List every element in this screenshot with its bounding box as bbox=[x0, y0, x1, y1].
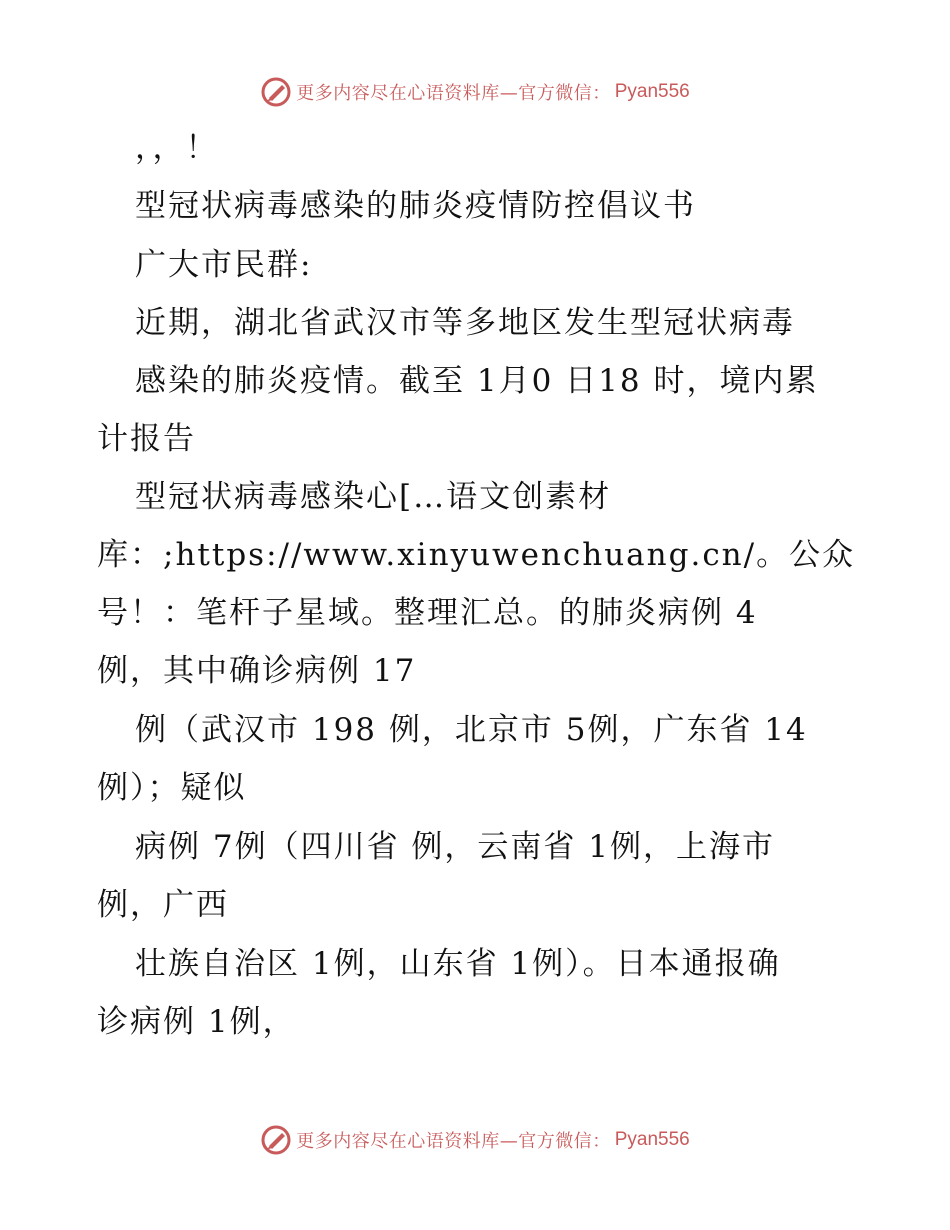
banner-text: 更多内容尽在心语资料库—官方微信： bbox=[296, 1131, 611, 1152]
header-watermark-banner bbox=[0, 72, 950, 112]
text-line: 例（武汉市 198 例，北京市 5例，广东省 14 bbox=[135, 712, 808, 748]
text-line: 例）；疑似 bbox=[97, 770, 247, 806]
text-line: 例，广西 bbox=[97, 887, 229, 923]
text-line: 病例 7例（四川省 例，云南省 1例，上海市 bbox=[135, 829, 776, 865]
text-line: 近期，湖北省武汉市等多地区发生型冠状病毒 bbox=[135, 305, 795, 341]
text-line: 诊病例 1例， bbox=[97, 1004, 296, 1040]
text-line: 感染的肺炎疫情。截至 1月0 日18 时，境内累 bbox=[135, 363, 819, 399]
salutation: 广大市民群: bbox=[135, 247, 313, 283]
text-line: 号！：笔杆子星域。整理汇总。的肺炎病例 4 bbox=[97, 595, 758, 631]
wechat-id: Pyan556 bbox=[614, 1129, 690, 1150]
text-line: 库：;https://www.xinyuwenchuang.cn/。公众 bbox=[97, 537, 856, 573]
document-title: 型冠状病毒感染的肺炎疫情防控倡议书 bbox=[135, 188, 696, 224]
text-line: 型冠状病毒感染心[…语文创素材 bbox=[135, 479, 612, 515]
footer-watermark-banner bbox=[0, 1120, 950, 1160]
pen-logo-icon bbox=[260, 76, 292, 108]
banner-text: 更多内容尽在心语资料库—官方微信： bbox=[296, 83, 611, 104]
text-line: 例，其中确诊病例 17 bbox=[97, 653, 417, 689]
text-line: 计报告 bbox=[97, 421, 196, 457]
text-line: ，，！ bbox=[135, 130, 219, 166]
pen-logo-icon bbox=[260, 1124, 292, 1156]
wechat-id: Pyan556 bbox=[614, 81, 690, 102]
text-line: 壮族自治区 1例，山东省 1例）。日本通报确 bbox=[135, 946, 781, 982]
